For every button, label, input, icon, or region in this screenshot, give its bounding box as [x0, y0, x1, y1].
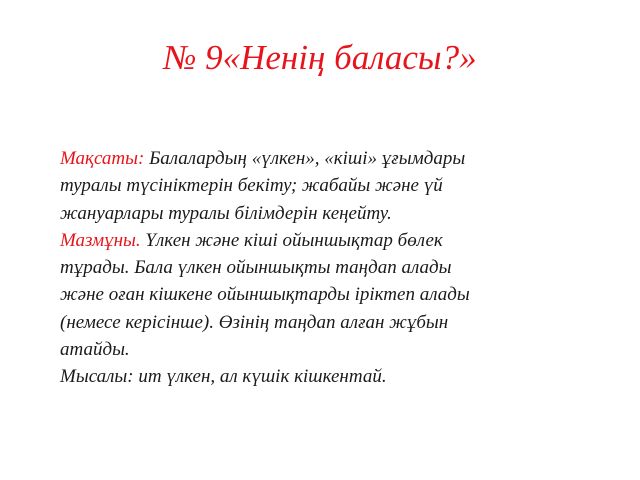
- content-label: Мазмұны.: [60, 229, 141, 251]
- content-line-5: атайды.: [60, 339, 130, 361]
- goal-line-3: жануарлары туралы білімдерін кеңейту.: [60, 202, 392, 224]
- slide-title: № 9«Ненің баласы?»: [163, 38, 477, 77]
- content-line-2: тұрады. Бала үлкен ойыншықты таңдап алады: [60, 257, 452, 279]
- example-line: Мысалы: ит үлкен, ал күшік кішкентай.: [60, 366, 387, 388]
- goal-line-1: [60, 145, 600, 172]
- content-line-4: (немесе керісінше). Өзінің таңдап алған жұбын: [60, 311, 449, 333]
- content-line-1: [60, 227, 600, 254]
- goal-line-2: туралы түсініктерін бекіту; жабайы және үй: [60, 175, 443, 197]
- slide-body: [60, 145, 600, 391]
- content-text-1: Үлкен және кіші ойыншықтар бөлек: [145, 229, 443, 251]
- goal-text-1: Балалардың «үлкен», «кіші» ұғымдары: [149, 148, 466, 169]
- goal-label: Мақсаты:: [60, 148, 145, 169]
- content-line-3: және оған кішкене ойыншықтарды іріктеп алады: [60, 284, 470, 306]
